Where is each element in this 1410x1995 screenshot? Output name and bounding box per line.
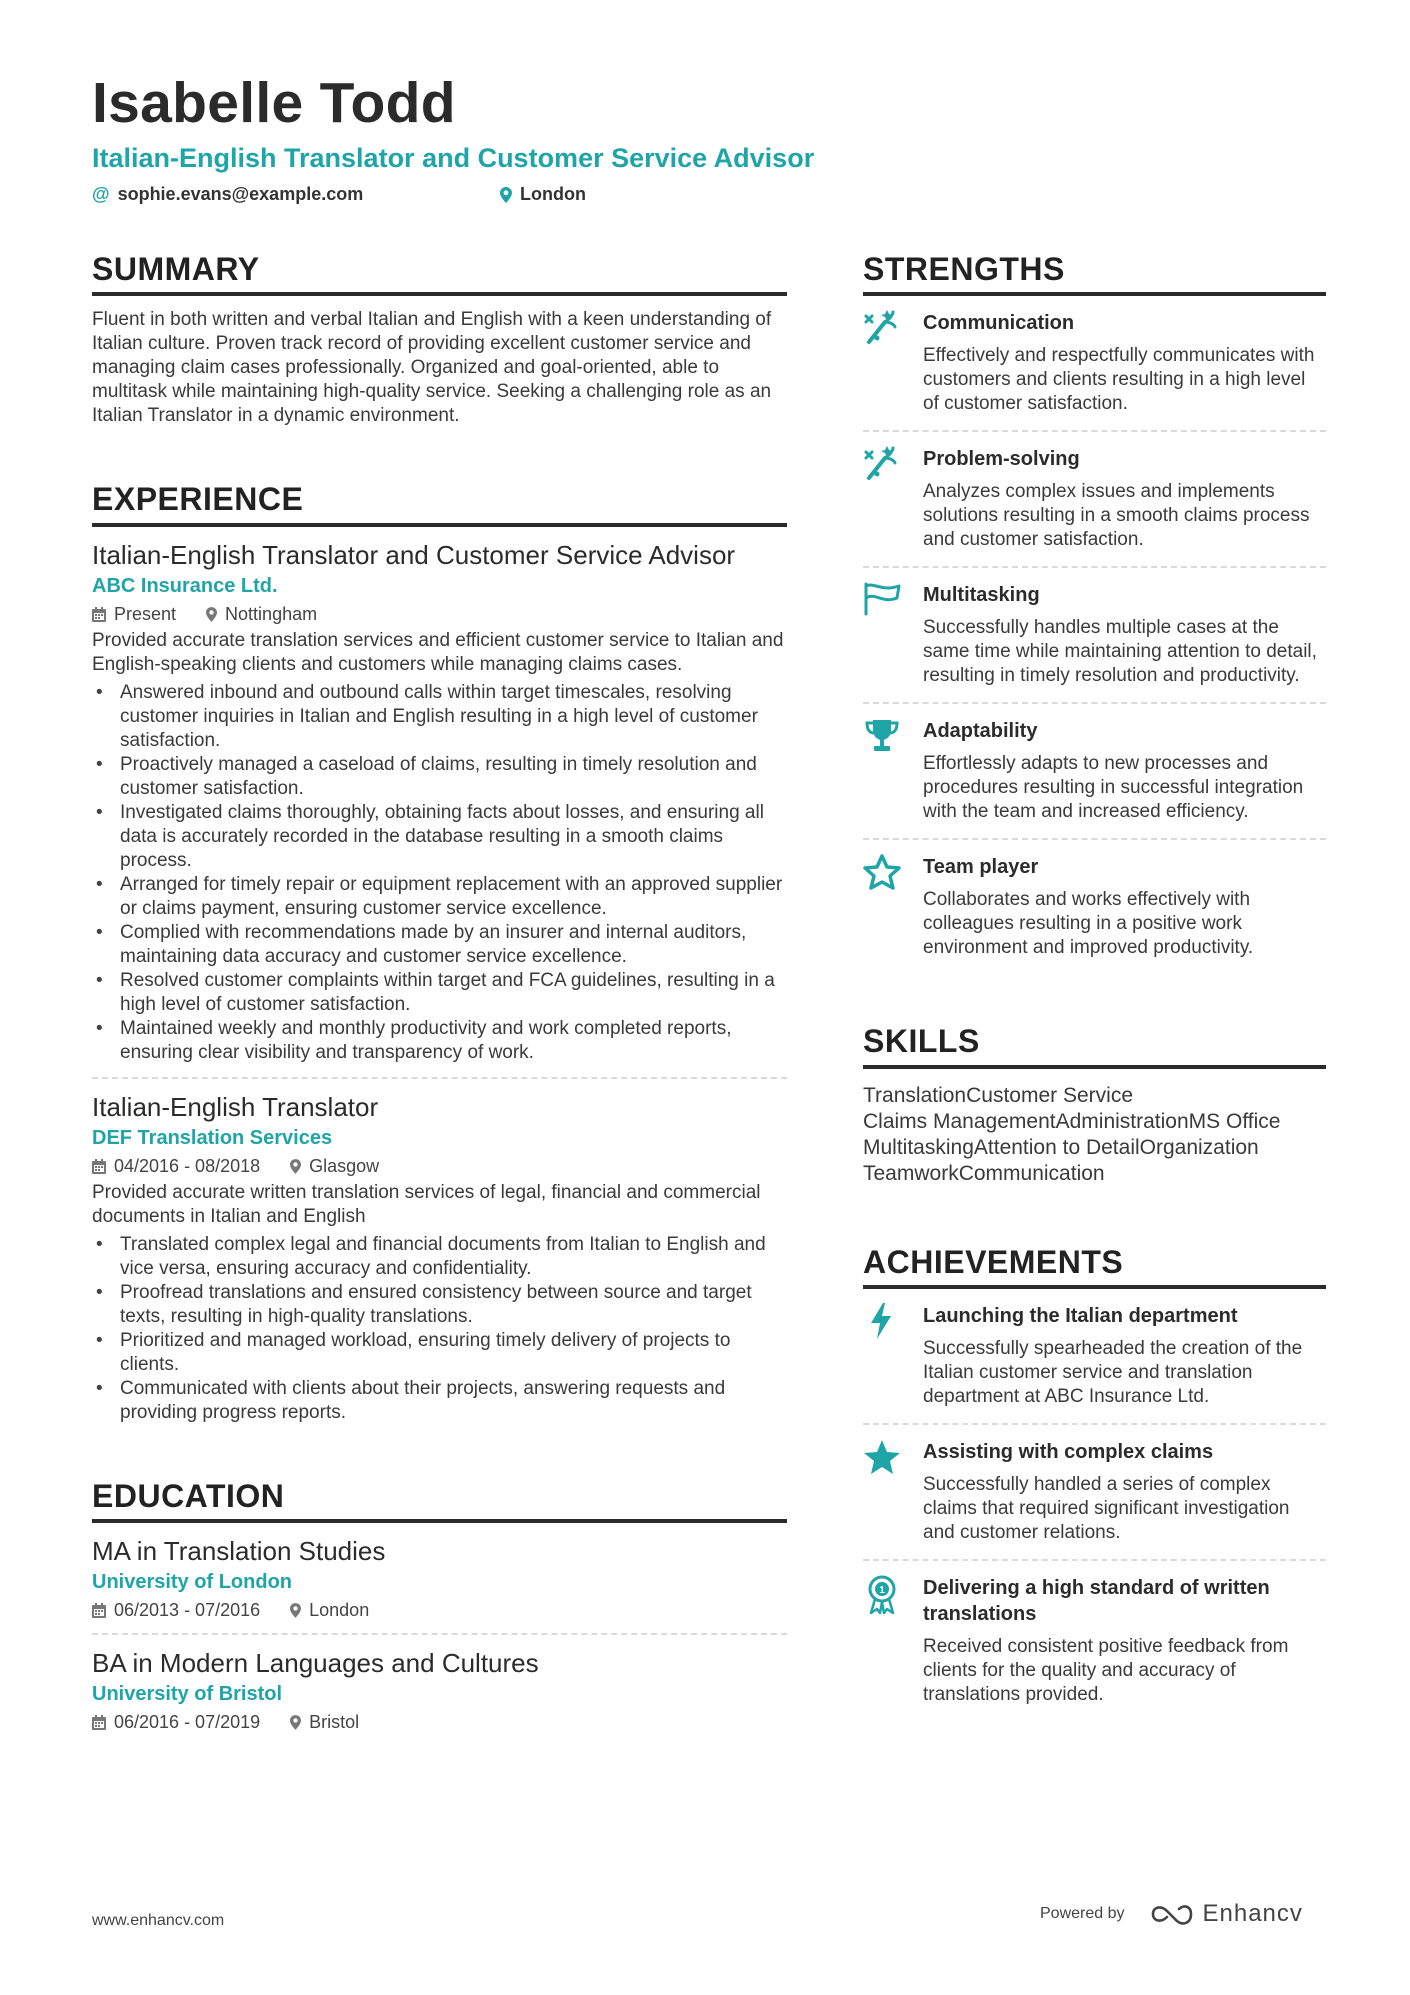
skill-row: [863, 1109, 1326, 1135]
job-dates: 04/2016 - 08/2018: [114, 1155, 261, 1176]
location-pin-icon: [290, 1715, 301, 1730]
job-location: Glasgow: [309, 1155, 380, 1176]
strength-item: [863, 840, 1326, 974]
job-dates: Present: [114, 603, 177, 624]
education-dates: 06/2016 - 07/2019: [114, 1712, 261, 1733]
calendar-icon: [92, 1159, 106, 1174]
strength-text: Effectively and respectfully communicates with customers and clients resulting in a high level of customer satisfaction.: [923, 345, 1315, 415]
skill-row: [863, 1083, 1326, 1109]
job-description: Provided accurate written translation services of legal, financial and commercial documents in Italian and English: [92, 1181, 761, 1227]
school-name: University of London: [92, 1571, 292, 1594]
education-heading: EDUCATION: [92, 1477, 787, 1523]
candidate-title: Italian-English Translator and Customer Service Advisor: [92, 143, 815, 173]
job-title: Italian-English Translator and Customer Service Advisor: [92, 539, 736, 570]
experience-heading: EXPERIENCE: [92, 480, 787, 526]
bullet-item: • Complied with recommendations made by an insurer and internal auditors, maintaining data accuracy and customer service excellence.: [92, 921, 787, 969]
svg-text:1: 1: [879, 1585, 885, 1597]
skill-tag: Organization: [1139, 1135, 1259, 1159]
footer-website[interactable]: www.enhancv.com: [92, 1912, 225, 1929]
bullet-item: • Arranged for timely repair or equipment replacement with an approved supplier or claims payment, ensuring customer service excellence.: [92, 873, 787, 921]
bullet-item: • Maintained weekly and monthly productivity and work completed reports, ensuring clear visibility and transparency of work.: [92, 1017, 787, 1065]
summary-section: [92, 250, 787, 428]
location-pin-icon: [500, 187, 512, 203]
job-location: Nottingham: [225, 603, 318, 624]
flag-icon: [863, 582, 903, 616]
school-name: University of Bristol: [92, 1683, 283, 1706]
skill-tag: Translation: [863, 1083, 967, 1107]
bullet-item: • Proactively managed a caseload of claims, resulting in timely resolution and customer satisfaction.: [92, 753, 787, 801]
bullet-item: • Translated complex legal and financial documents from Italian to English and vice versa, ensuring accuracy and confidentiality.: [92, 1233, 787, 1281]
strength-text: Effortlessly adapts to new processes and procedures resulting in successful integration with the team and increased efficiency.: [923, 753, 1304, 823]
bullet-item: • Prioritized and managed workload, ensuring timely delivery of projects to clients.: [92, 1329, 787, 1377]
job-meta: [92, 1156, 787, 1177]
star-filled-icon: [863, 1439, 901, 1475]
summary-text: Fluent in both written and verbal Italian and English with a keen understanding of Italian culture. Proven track record of providing excellent customer service and managing claim cases professionally. Organized and goal-oriented, able to multitask while maintaining high-quality service. Seeking a challenging role as an Italian Translator in a dynamic environment.: [92, 309, 772, 427]
strength-text: Analyzes complex issues and implements solutions resulting in a smooth claims process and customer satisfaction.: [923, 481, 1310, 551]
strength-item: [863, 568, 1326, 704]
achievement-title: Delivering a high standard of written translations: [923, 1577, 1270, 1626]
job-description: Provided accurate translation services and efficient customer service to Italian and English-speaking clients and customers while managing claims cases.: [92, 629, 784, 675]
strength-text: Collaborates and works effectively with colleagues resulting in a positive work environment and improved productivity.: [923, 889, 1254, 959]
calendar-icon: [92, 1603, 106, 1618]
education-section: [92, 1477, 787, 1733]
education-location: Bristol: [309, 1712, 360, 1733]
achievement-item: [863, 1561, 1326, 1721]
magic-wand-icon: [863, 310, 901, 346]
at-icon: @: [92, 184, 110, 204]
enhancv-logo-icon: [1149, 1901, 1195, 1927]
magic-wand-icon: [863, 446, 901, 482]
strengths-section: [863, 250, 1326, 974]
skills-list: [863, 1083, 1326, 1187]
calendar-icon: [92, 1715, 106, 1730]
degree-title: BA in Modern Languages and Cultures: [92, 1648, 539, 1679]
brand-name: Enhancv: [1202, 1900, 1303, 1927]
job-bullets: [92, 681, 787, 1065]
education-meta: [92, 1712, 787, 1733]
location-pin-icon: [290, 1159, 301, 1174]
right-column: [863, 250, 1326, 1721]
skill-tag: Administration: [1055, 1109, 1189, 1133]
job-entry: [92, 1091, 787, 1425]
achievement-title: Launching the Italian department: [923, 1305, 1238, 1328]
skill-tag: Customer Service: [966, 1083, 1133, 1107]
bullet-item: • Investigated claims thoroughly, obtaining facts about losses, and ensuring all data is accurately recorded in the database resulting in a smooth claims process.: [92, 801, 787, 873]
skill-tag: MS Office: [1188, 1109, 1281, 1133]
skill-tag: Multitasking: [863, 1135, 974, 1159]
strength-item: [863, 296, 1326, 432]
strength-title: Team player: [923, 856, 1039, 879]
achievement-item: [863, 1289, 1326, 1425]
skills-heading: SKILLS: [863, 1022, 1326, 1068]
calendar-icon: [92, 607, 106, 622]
strength-title: Problem-solving: [923, 448, 1080, 471]
location-pin-icon: [290, 1603, 301, 1618]
medal-icon: [863, 1575, 901, 1615]
skill-tag: Attention to Detail: [973, 1135, 1140, 1159]
strength-text: Successfully handles multiple cases at the same time while maintaining attention to detail, resulting in timely resolution and productivity.: [923, 617, 1317, 687]
trophy-icon: [863, 718, 901, 754]
job-bullets: [92, 1233, 787, 1425]
education-dates: 06/2013 - 07/2016: [114, 1600, 261, 1621]
achievement-text: Successfully spearheaded the creation of the Italian customer service and translation department at ABC Insurance Ltd.: [923, 1338, 1303, 1408]
strength-title: Multitasking: [923, 584, 1040, 607]
achievement-text: Successfully handled a series of complex claims that required significant investigation and customer relations.: [923, 1474, 1290, 1544]
company-name: DEF Translation Services: [92, 1126, 333, 1149]
achievement-text: Received consistent positive feedback from clients for the quality and accuracy of translations provided.: [923, 1636, 1289, 1706]
education-entry: [92, 1647, 787, 1733]
divider: [92, 1633, 787, 1635]
summary-heading: SUMMARY: [92, 250, 787, 296]
strength-title: Adaptability: [923, 720, 1038, 743]
achievement-item: [863, 1425, 1326, 1561]
contact-location: [500, 184, 586, 205]
job-entry: [92, 539, 787, 1079]
job-title: Italian-English Translator: [92, 1091, 379, 1122]
degree-title: MA in Translation Studies: [92, 1536, 386, 1567]
education-meta: [92, 1600, 787, 1621]
strengths-heading: STRENGTHS: [863, 250, 1326, 296]
skills-section: [863, 1022, 1326, 1186]
contact-email[interactable]: [92, 184, 363, 205]
skill-row: [863, 1135, 1326, 1161]
bullet-item: • Proofread translations and ensured consistency between source and target texts, resulting in high-quality translations.: [92, 1281, 787, 1329]
job-meta: [92, 604, 787, 625]
candidate-name: Isabelle Todd: [92, 71, 456, 135]
achievements-section: [863, 1243, 1326, 1721]
footer-powered: [1040, 1900, 1303, 1928]
bullet-item: • Answered inbound and outbound calls within target timescales, resolving customer inquiries in Italian and English resulting in a high level of customer satisfaction.: [92, 681, 787, 753]
skill-row: [863, 1161, 1326, 1187]
brand-logo[interactable]: [1149, 1900, 1303, 1928]
location-pin-icon: [206, 607, 217, 622]
strength-item: [863, 432, 1326, 568]
education-location: London: [309, 1600, 370, 1621]
lightning-icon: [863, 1303, 901, 1339]
bullet-item: • Resolved customer complaints within target and FCA guidelines, resulting in a high level of customer satisfaction.: [92, 969, 787, 1017]
skill-tag: Teamwork: [863, 1161, 959, 1185]
strength-title: Communication: [923, 312, 1075, 335]
experience-section: [92, 480, 787, 1424]
left-column: [92, 250, 787, 1737]
bullet-item: • Communicated with clients about their projects, answering requests and providing progress reports.: [92, 1377, 787, 1425]
email-text: sophie.evans@example.com: [117, 184, 364, 204]
achievements-heading: ACHIEVEMENTS: [863, 1243, 1326, 1289]
achievement-title: Assisting with complex claims: [923, 1441, 1214, 1464]
skill-tag: Claims Management: [863, 1109, 1056, 1133]
skill-tag: Communication: [958, 1161, 1105, 1185]
star-outline-icon: [863, 854, 901, 890]
divider: [92, 1077, 787, 1079]
education-entry: [92, 1535, 787, 1635]
company-name: ABC Insurance Ltd.: [92, 574, 278, 597]
location-text: London: [520, 184, 586, 204]
strength-item: [863, 704, 1326, 840]
powered-by-label: Powered by: [1040, 1905, 1125, 1922]
